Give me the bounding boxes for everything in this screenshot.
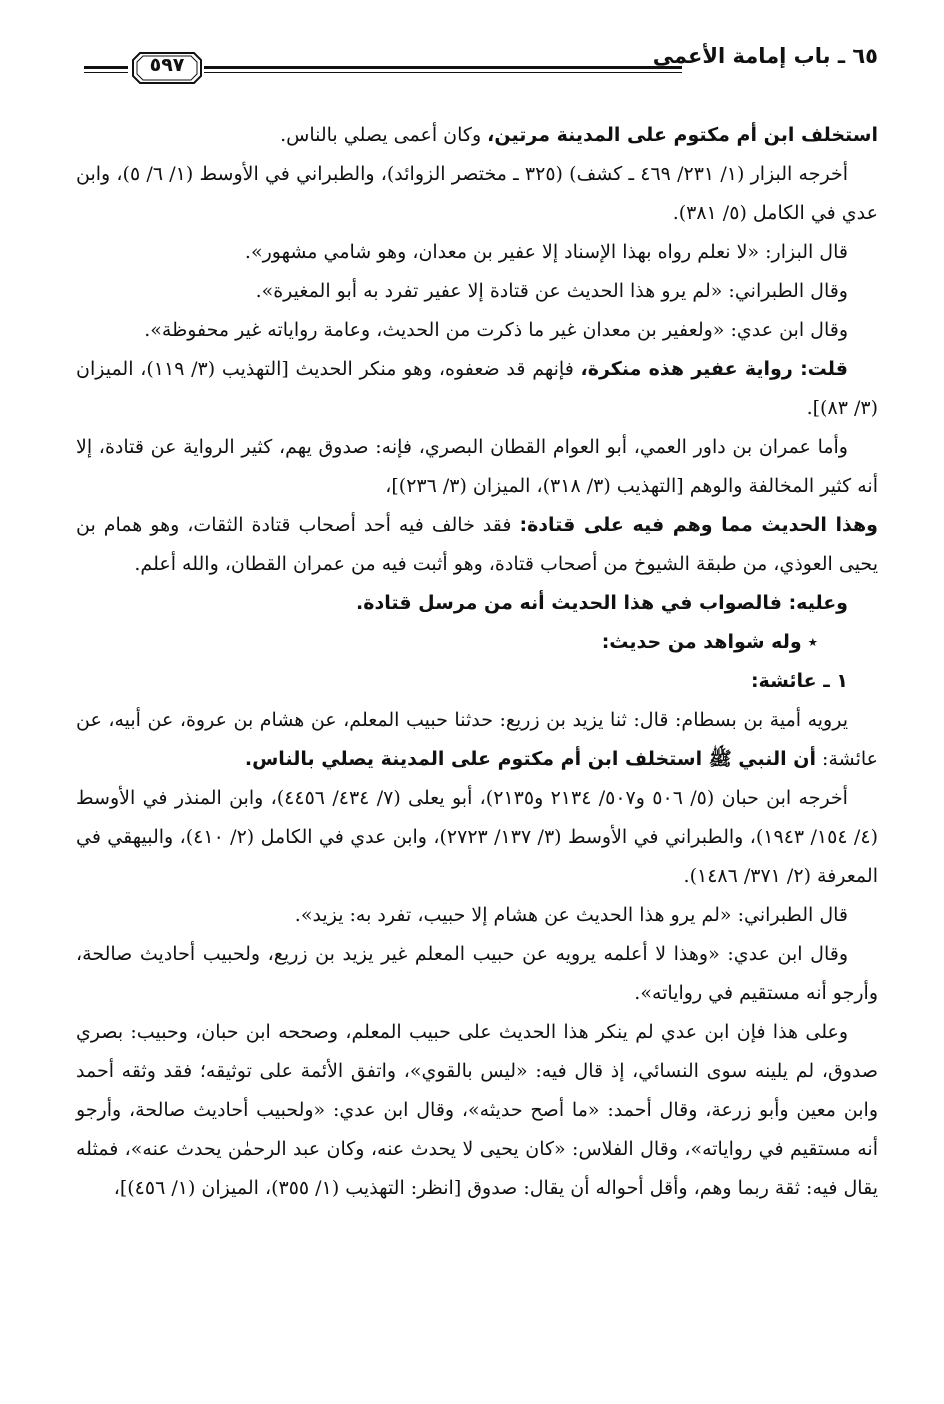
- paragraph-7: وأما عمران بن داور العمي، أبو العوام القطان البصري، فإنه: صدوق يهم، كثير الرواية عن قتادة، إلا أنه كثير المخالفة والوهم [التهذيب (٣/ ٣١٨)، الميزان (٣/ ٢٣٦)]،: [76, 436, 878, 497]
- bold-text: أن النبي ﷺ استخلف ابن أم مكتوم على المدينة يصلي بالناس.: [244, 748, 816, 770]
- paragraph-3: قال البزار: «لا نعلم رواه بهذا الإسناد إلا عفير بن معدان، وهو شامي مشهور».: [244, 241, 848, 263]
- page-body: [76, 116, 878, 1208]
- paragraph-6: [76, 350, 878, 428]
- page-number: ٥٩٧: [149, 54, 185, 76]
- paragraph-text: وكان أعمى يصلي بالناس.: [280, 124, 488, 146]
- paragraph-text: فقد خالف فيه أحد أصحاب قتادة الثقات، وهو همام بن يحيى العوذي، من طبقة الشيوخ من أصحاب قتادة، وهو أثبت فيه من عمران القطان، والله أعلم.: [76, 514, 878, 575]
- paragraph-2: أخرجه البزار (١/ ٢٣١/ ٤٦٩ ـ كشف) (٣٢٥ ـ مختصر الزوائد)، والطبراني في الأوسط (١/ ٦/ ٥)، وابن عدي في الكامل (٥/ ٣٨١).: [76, 163, 878, 224]
- paragraph-4: وقال الطبراني: «لم يرو هذا الحديث عن قتادة إلا عفير تفرد به أبو المغيرة».: [255, 280, 848, 302]
- paragraph-text: فإنهم قد ضعفوه، وهو منكر الحديث [التهذيب (٣/ ١١٩)، الميزان (٣/ ٨٣)].: [76, 358, 878, 419]
- paragraph-13: أخرجه ابن حبان (٥/ ٥٠٦ و٥٠٧/ ٢١٣٤ و٢١٣٥)، أبو يعلى (٧/ ٤٣٤/ ٤٤٥٦)، وابن المنذر في الأوسط (٤/ ١٥٤/ ١٩٤٣)، والطبراني في الأوسط (٣/ ١٣٧/ ٢٧٢٣)، وابن عدي في الكامل (٢/ ٤١٠)، والبيهقي في المعرفة (٢/ ٣٧١/ ١٤٨٦).: [76, 787, 878, 887]
- bold-text: استخلف ابن أم مكتوم على المدينة مرتين،: [487, 124, 878, 146]
- paragraph-11: ١ ـ عائشة:: [750, 670, 848, 692]
- paragraph-text: يرويه أمية بن بسطام: قال: ثنا يزيد بن زريع: حدثنا حبيب المعلم، عن هشام بن عروة، عن أبيه، عن عائشة:: [76, 709, 878, 770]
- paragraph-5: وقال ابن عدي: «ولعفير بن معدان غير ما ذكرت من الحديث، وعامة رواياته غير محفوظة».: [144, 319, 848, 341]
- paragraph-12: [76, 701, 878, 779]
- paragraph-text: وله شواهد من حديث:: [601, 631, 802, 653]
- header-rule: [204, 66, 682, 73]
- bullet-icon: ٭: [807, 631, 818, 653]
- paragraph-9: وعليه: فالصواب في هذا الحديث أنه من مرسل قتادة.: [356, 592, 848, 614]
- paragraph-16: وعلى هذا فإن ابن عدي لم ينكر هذا الحديث على حبيب المعلم، وصححه ابن حبان، وحبيب: بصري صدوق، لم يلينه سوى النسائي، إذ قال فيه: «ليس بالقوي»، واتفق الأئمة على توثيقه؛ فقد وثقه أحمد وابن معين وأبو زرعة، وقال أحمد: «ما أصح حديثه»، وقال ابن عدي: «ولحبيب أحاديث صالحة، وأرجو أنه مستقيم في رواياته»، وقال الفلاس: «كان يحيى لا يحدث عنه، وكان عبد الرحمٰن يحدث عنه»، فمثله يقال فيه: ثقة ربما وهم، وأقل أحواله أن يقال: صدوق [انظر: التهذيب (١/ ٣٥٥)، الميزان (١/ ٤٥٦)]،: [76, 1021, 878, 1199]
- chapter-title: ٦٥ ـ باب إمامة الأعمى: [652, 44, 878, 68]
- page-header: [70, 40, 878, 96]
- paragraph-15: وقال ابن عدي: «وهذا لا أعلمه يرويه عن حبيب المعلم غير يزيد بن زريع، ولحبيب أحاديث صالحة، وأرجو أنه مستقيم في رواياته».: [76, 943, 878, 1004]
- paragraph-1: [76, 116, 878, 155]
- paragraph-14: قال الطبراني: «لم يرو هذا الحديث عن هشام إلا حبيب، تفرد به: يزيد».: [294, 904, 848, 926]
- paragraph-10: [76, 623, 878, 662]
- header-rule-left: [84, 66, 128, 73]
- paragraph-8: [76, 506, 878, 584]
- bold-text: وهذا الحديث مما وهم فيه على قتادة:: [519, 514, 878, 536]
- bold-text: قلت: رواية عفير هذه منكرة،: [580, 358, 848, 380]
- page-number-badge: [130, 50, 204, 86]
